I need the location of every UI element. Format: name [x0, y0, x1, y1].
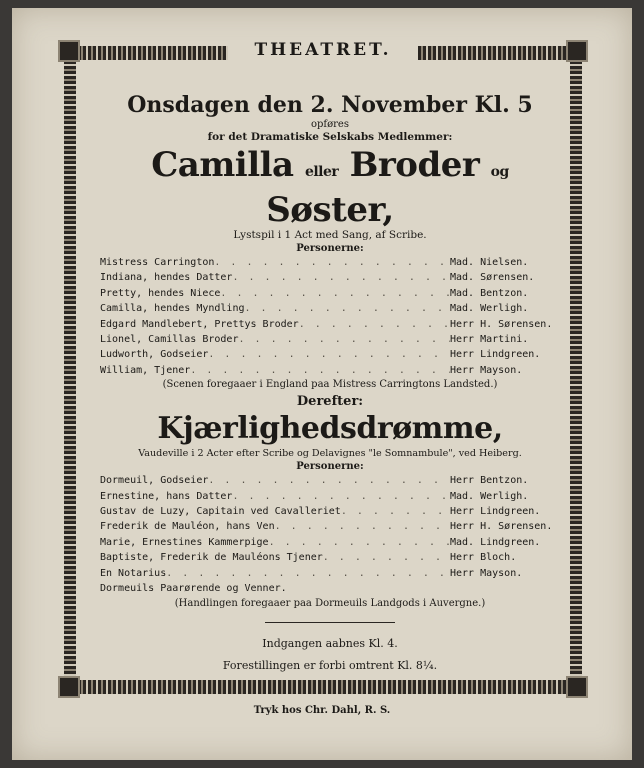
play2-persons-header: Personerne:: [296, 461, 364, 473]
cast-role: Gustav de Luzy, Capitain ved Cavalleriet: [100, 506, 341, 518]
border-bottom: [58, 680, 588, 694]
corner-ornament: [58, 676, 80, 698]
printer-credit: Tryk hos Chr. Dahl, R. S.: [253, 705, 391, 716]
cast-role: Edgard Mandlebert, Prettys Broder: [100, 318, 299, 330]
theatre-heading: THEATRET.: [228, 40, 418, 60]
leader-dots: [299, 317, 450, 332]
cast-row: [100, 317, 560, 332]
cast-role: Dormeuils Paarørende og Venner.: [100, 583, 287, 595]
leader-dots: [208, 473, 450, 488]
play2-cast-list: [100, 473, 560, 596]
cast-actor: Mad. Lindgreen.: [450, 536, 541, 548]
leader-dots: [190, 363, 450, 378]
cast-actor: Herr Martini.: [450, 334, 529, 346]
cast-actor: Herr H. Sørensen.: [450, 318, 553, 330]
leader-dots: [269, 535, 450, 550]
cast-role: Dormeuil, Godseier: [100, 475, 209, 487]
play1-subtitle: Lystspil i 1 Act med Sang, af Scribe.: [233, 229, 427, 241]
cast-actor: Mad. Werligh.: [450, 490, 529, 502]
cast-row: [100, 535, 560, 550]
cast-row: [100, 489, 560, 504]
play1-title-og: og: [490, 164, 509, 180]
cast-actor: Herr Bentzon.: [450, 475, 529, 487]
play1-title: [100, 146, 560, 229]
cast-row: [100, 566, 560, 581]
entrance-time: Indgangen aabnes Kl. 4.: [262, 636, 398, 650]
cast-actor: Mad. Bentzon.: [450, 287, 529, 299]
leader-dots: [220, 286, 450, 301]
leader-dots: [166, 566, 450, 581]
leader-dots: [323, 550, 450, 565]
cast-actor: Herr Mayson.: [450, 567, 523, 579]
performance-audience: for det Dramatiske Selskabs Medlemmer:: [207, 131, 453, 143]
cast-actor: Mad. Sørensen.: [450, 272, 535, 284]
cast-row: [100, 550, 560, 565]
play1-title-c: Søster,: [266, 190, 394, 230]
leader-dots: [275, 519, 450, 534]
cast-row: [100, 301, 560, 316]
cast-row: [100, 255, 560, 270]
cast-row: [100, 363, 560, 378]
cast-role: En Notarius: [100, 567, 167, 579]
leader-dots: [214, 255, 450, 270]
cast-row: [100, 519, 560, 534]
play1-title-eller: eller: [304, 164, 339, 180]
cast-role: Marie, Ernestines Kammerpige: [100, 536, 269, 548]
cast-row: [100, 473, 560, 488]
cast-row: [100, 270, 560, 285]
leader-dots: [245, 301, 451, 316]
play1-persons-header: Personerne:: [296, 243, 364, 254]
cast-actor: Mad. Werligh.: [450, 303, 529, 315]
play1-title-a: Camilla: [151, 145, 294, 185]
corner-ornament: [566, 676, 588, 698]
play2-scene-note: (Handlingen foregaaer paa Dormeuils Landgods i Auvergne.): [174, 597, 486, 609]
cast-role: Indiana, hendes Datter: [100, 272, 233, 284]
cast-actor: Herr Lindgreen.: [450, 349, 541, 361]
cast-row: [100, 286, 560, 301]
corner-ornament: [566, 40, 588, 62]
play2-subtitle: Vaudeville i 2 Acter efter Scribe og Delavignes "le Somnambule", ved Heiberg.: [138, 448, 522, 460]
border-left: [64, 46, 76, 694]
cast-row: [100, 332, 560, 347]
play1-scene-note: (Scenen foregaaer i England paa Mistress Carringtons Landsted.): [162, 379, 498, 391]
divider-rule: [265, 622, 395, 623]
between-heading: Derefter:: [296, 394, 364, 410]
cast-row: [100, 581, 560, 596]
ending-time: Forestillingen er forbi omtrent Kl. 8¼.: [222, 658, 438, 672]
corner-ornament: [58, 40, 80, 62]
cast-role: Ernestine, hans Datter: [100, 490, 233, 502]
play1-title-b: Broder: [349, 145, 480, 185]
leader-dots: [208, 347, 450, 362]
border-right: [570, 46, 582, 694]
cast-actor: Herr Lindgreen.: [450, 506, 541, 518]
playbill-content: [100, 92, 560, 677]
cast-role: Ludworth, Godseier: [100, 349, 209, 361]
cast-role: Camilla, hendes Myndling: [100, 303, 245, 315]
cast-role: Pretty, hendes Niece: [100, 287, 221, 299]
leader-dots: [232, 270, 450, 285]
cast-actor: Herr Mayson.: [450, 364, 523, 376]
cast-role: Frederik de Mauléon, hans Ven: [100, 521, 275, 533]
cast-role: Mistress Carrington: [100, 257, 215, 268]
leader-dots: [341, 504, 450, 519]
cast-actor: Mad. Nielsen.: [450, 257, 529, 268]
play2-title: Kjærlighedsdrømme,: [157, 411, 503, 447]
leader-dots: [232, 489, 450, 504]
leader-dots: [238, 332, 450, 347]
cast-row: [100, 504, 560, 519]
cast-actor: Herr H. Sørensen.: [450, 521, 553, 533]
cast-role: William, Tjener: [100, 364, 191, 376]
play1-cast-list: [100, 255, 560, 378]
cast-role: Lionel, Camillas Broder: [100, 334, 239, 346]
cast-actor: Herr Bloch.: [450, 552, 517, 564]
cast-row: [100, 347, 560, 362]
cast-role: Baptiste, Frederik de Mauléons Tjener: [100, 552, 323, 564]
performance-date: Onsdagen den 2. November Kl. 5: [127, 92, 533, 118]
performance-opfores: opføres: [311, 119, 349, 130]
